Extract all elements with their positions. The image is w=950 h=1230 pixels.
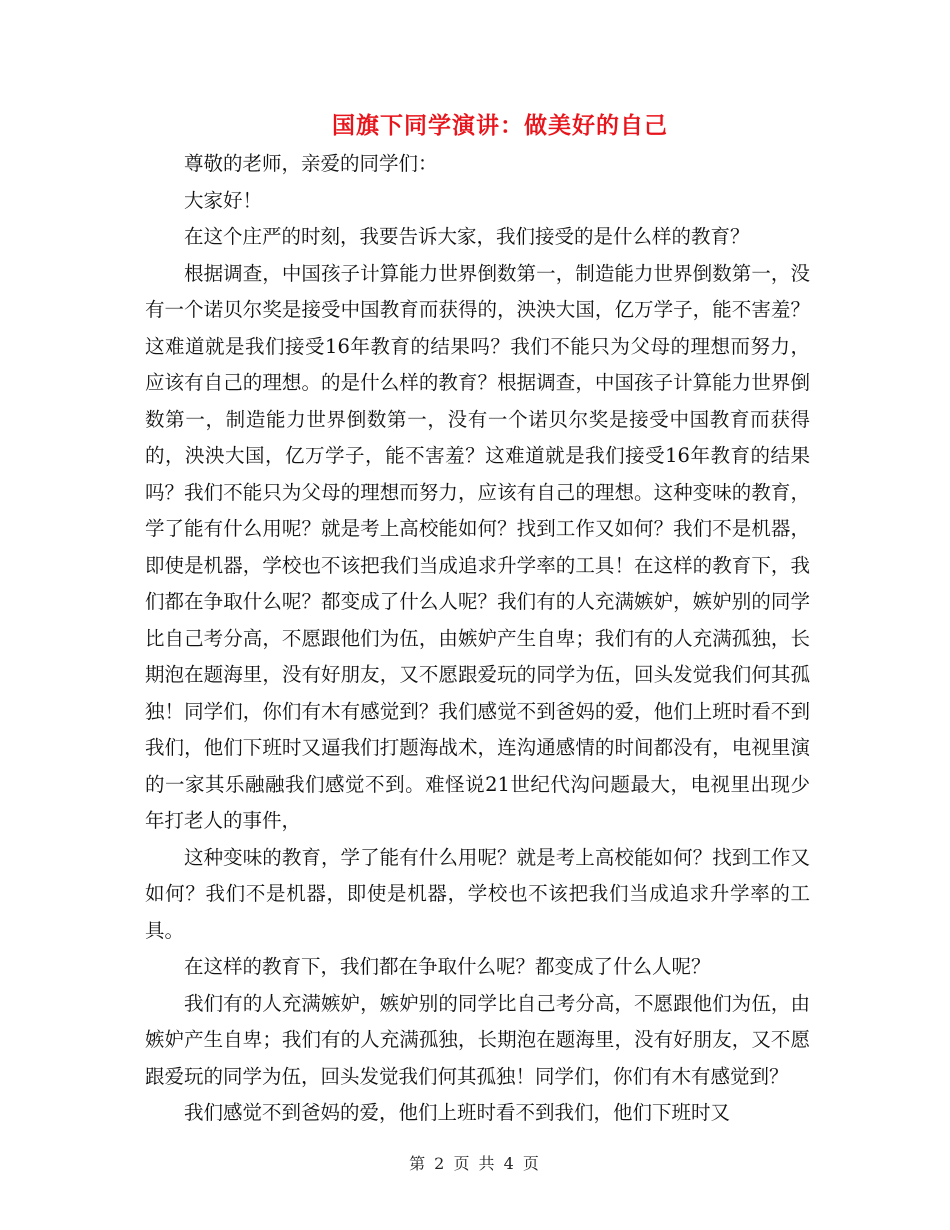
paragraph-parents: 我们感觉不到爸妈的爱，他们上班时看不到我们，他们下班时又 xyxy=(184,1101,731,1124)
paragraph-intro: 在这个庄严的时刻，我要告诉大家，我们接受的是什么样的教育？ xyxy=(184,225,750,248)
paragraph-greeting: 大家好！ xyxy=(184,188,263,212)
paragraph-question: 在这样的教育下，我们都在争取什么呢？都变成了什么人呢？ xyxy=(184,955,711,978)
paragraph-education: 这种变味的教育，学了能有什么用呢？就是考上高校能如何？找到工作又如何？我们不是机器，即使是机器，学校也不该把我们当成追求升学率的工具。 xyxy=(145,845,810,942)
document-title: 国旗下同学演讲：做美好的自己 xyxy=(332,112,668,139)
document-body xyxy=(145,146,810,1132)
paragraph-jealousy: 我们有的人充满嫉妒，嫉妒别的同学比自己考分高，不愿跟他们为伍，由嫉妒产生自卑；我们有的人充满孤独，长期泡在题海里，没有好朋友，又不愿跟爱玩的同学为伍，回头发觉我们何其孤独！同学们，你们有木有感觉到？ xyxy=(145,991,810,1088)
page-number-footer: 第 2 页 共 4 页 xyxy=(409,1154,541,1173)
paragraph-main: 根据调查，中国孩子计算能力世界倒数第一，制造能力世界倒数第一，没有一个诺贝尔奖是接受中国教育而获得的，泱泱大国，亿万学子，能不害羞？这难道就是我们接受16年教育的结果吗？我们不能只为父母的理想而努力，应该有自己的理想。的是什么样的教育？根据调查，中国孩子计算能力世界倒数第一，制造能力世界倒数第一，没有一个诺贝尔奖是接受中国教育而获得的，泱泱大国，亿万学子，能不害羞？这难道就是我们接受16年教育的结果吗？我们不能只为父母的理想而努力，应该有自己的理想。这种变味的教育，学了能有什么用呢？就是考上高校能如何？找到工作又如何？我们不是机器，即使是机器，学校也不该把我们当成追求升学率的工具！在这样的教育下，我们都在争取什么呢？都变成了什么人呢？我们有的人充满嫉妒，嫉妒别的同学比自己考分高，不愿跟他们为伍，由嫉妒产生自卑；我们有的人充满孤独，长期泡在题海里，没有好朋友，又不愿跟爱玩的同学为伍，回头发觉我们何其孤独！同学们，你们有木有感觉到？我们感觉不到爸妈的爱，他们上班时看不到我们，他们下班时又逼我们打题海战术，连沟通感情的时间都没有，电视里演的一家其乐融融我们感觉不到。难怪说21世纪代沟问题最大，电视里出现少年打老人的事件， xyxy=(145,261,810,832)
paragraph-salutation: 尊敬的老师，亲爱的同学们： xyxy=(184,152,438,175)
